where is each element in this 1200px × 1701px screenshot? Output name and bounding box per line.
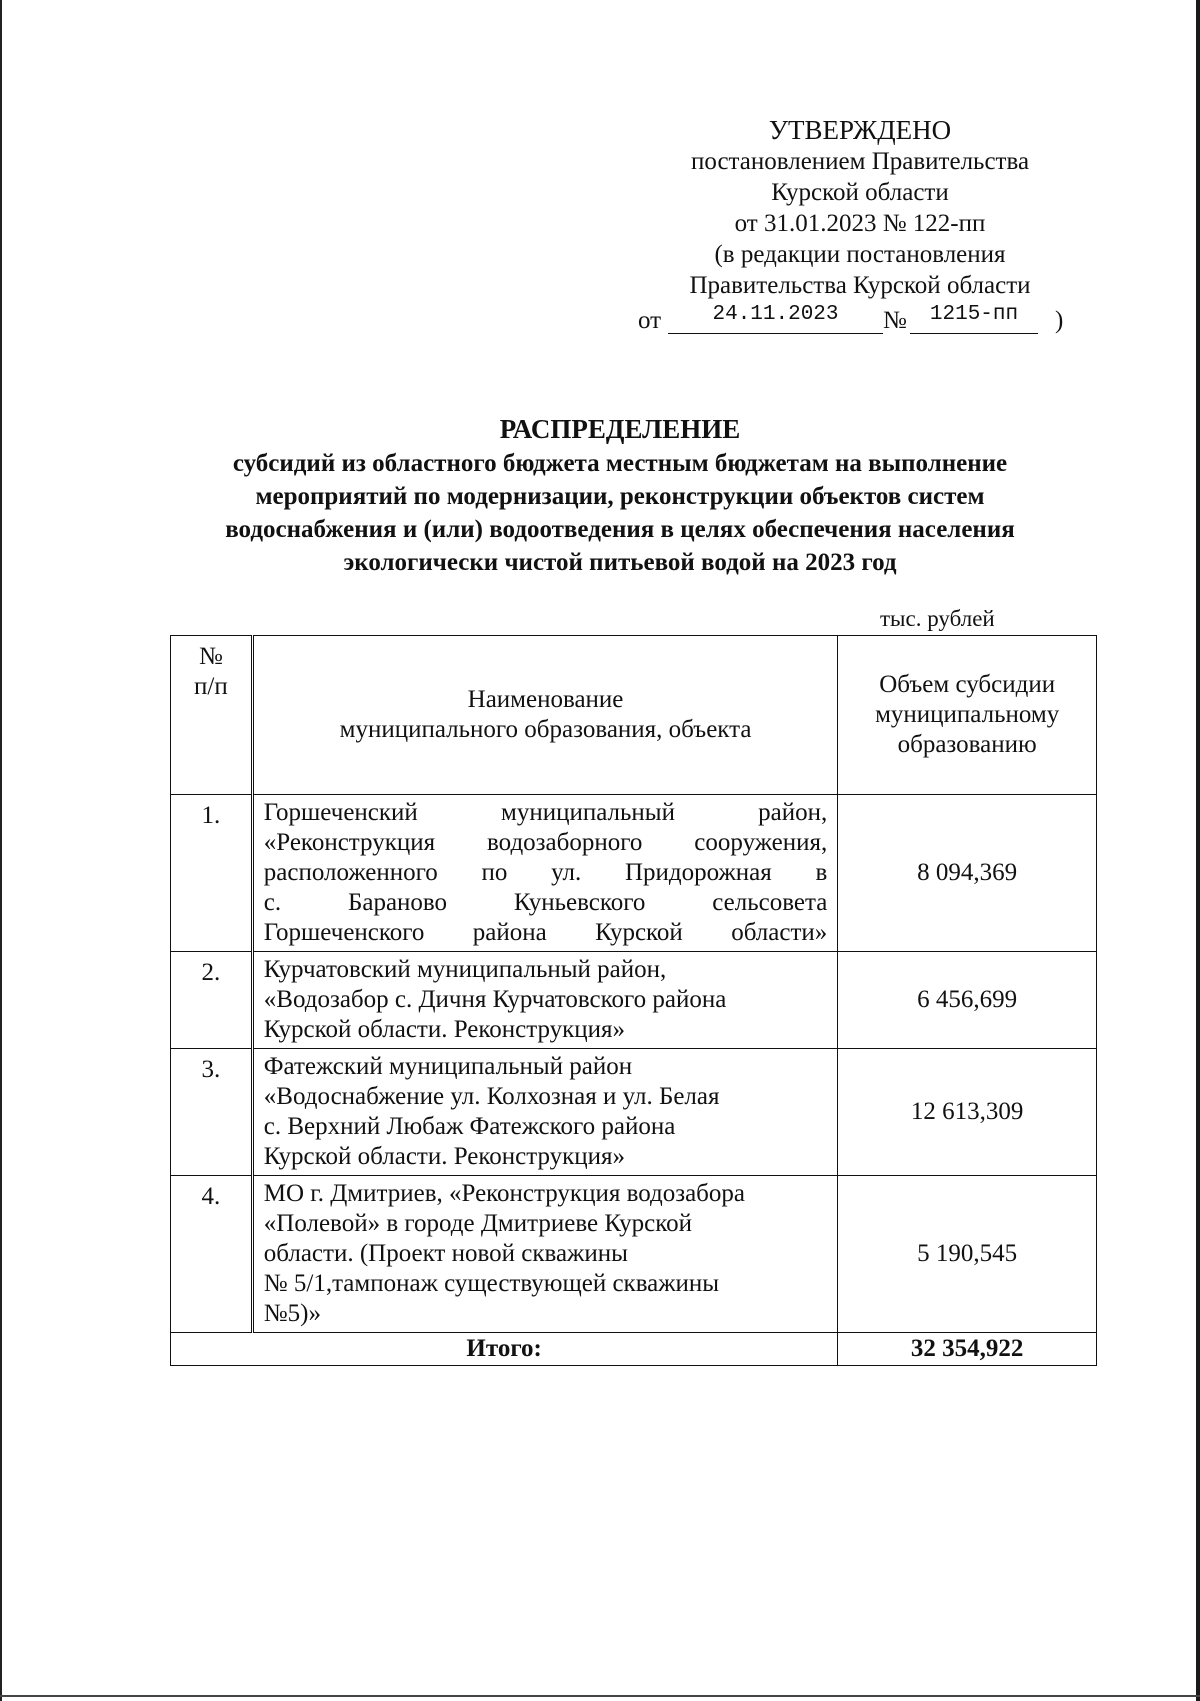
title-line-2: мероприятий по модернизации, реконструкции объектов систем xyxy=(255,483,985,510)
header-volume-line-1: Объем субсидии xyxy=(879,671,1056,698)
row-name-line: №5)» xyxy=(263,1300,321,1327)
header-volume-cell xyxy=(838,636,1097,795)
approval-line-2: Курской области xyxy=(771,179,949,206)
header-volume-line-2: муниципальному xyxy=(875,701,1060,728)
header-volume-line-3: образованию xyxy=(897,731,1037,758)
row-name-line: «Полевой» в городе Дмитриеве Курской xyxy=(263,1210,692,1237)
row-name-line: Курской области. Реконструкция» xyxy=(263,1016,626,1043)
row-volume: 12 613,309 xyxy=(838,1049,1097,1176)
table-row xyxy=(171,795,1097,952)
amendment-date: 24.11.2023 xyxy=(668,299,883,334)
scan-edge-right xyxy=(1196,0,1200,1701)
row-volume: 8 094,369 xyxy=(838,795,1097,952)
title-line-1: субсидий из областного бюджета местным бюджетам на выполнение xyxy=(232,450,1008,477)
row-name-line: № 5/1,тампонаж существующей скважины xyxy=(263,1270,720,1297)
approval-line-5: Правительства Курской области xyxy=(689,272,1031,299)
from-label: от xyxy=(638,307,662,334)
row-name-line: Курской области. Реконструкция» xyxy=(263,1143,626,1170)
scan-edge-bottom xyxy=(0,1695,1200,1697)
title-line-3: водоснабжения и (или) водоотведения в целях обеспечения населения xyxy=(225,516,1015,543)
row-name-line: Курчатовский муниципальный район, xyxy=(263,956,667,983)
row-name-line: МО г. Дмитриев, «Реконструкция водозабора xyxy=(263,1180,745,1207)
amendment-number: 1215-пп xyxy=(910,299,1038,334)
table-row xyxy=(171,1176,1097,1333)
row-name-line: «Реконструкция водозаборного сооружения, xyxy=(263,829,828,856)
row-number: 4. xyxy=(171,1176,253,1333)
approval-line-4: (в редакции постановления xyxy=(714,241,1006,268)
header-name-line-2: муниципального образования, объекта xyxy=(339,716,752,743)
row-volume: 6 456,699 xyxy=(838,952,1097,1049)
row-name-line: Фатежский муниципальный район xyxy=(263,1053,633,1080)
row-name xyxy=(252,1176,838,1333)
number-label: № xyxy=(883,307,907,334)
row-name-line: расположенного по ул. Придорожная в xyxy=(263,859,828,886)
header-number-line-1: № xyxy=(198,643,223,670)
header-name-line-1: Наименование xyxy=(467,686,624,713)
table-total-row xyxy=(171,1333,1097,1366)
approval-block xyxy=(630,115,1090,337)
subsidy-table xyxy=(170,635,1097,1366)
amendment-signature-line xyxy=(630,301,1090,337)
approval-line-1: постановлением Правительства xyxy=(690,148,1030,175)
scan-edge-left xyxy=(0,0,2,1701)
row-name xyxy=(252,952,838,1049)
header-name-cell xyxy=(252,636,838,795)
total-value: 32 354,922 xyxy=(838,1333,1097,1366)
approval-line-3: от 31.01.2023 № 122-пп xyxy=(734,210,986,237)
row-name xyxy=(252,1049,838,1176)
row-number: 1. xyxy=(171,795,253,952)
row-name-line: «Водоснабжение ул. Колхозная и ул. Белая xyxy=(263,1083,720,1110)
table-row xyxy=(171,1049,1097,1176)
header-number-cell xyxy=(171,636,253,795)
row-name-line: с. Бараново Куньевского сельсовета xyxy=(263,889,828,916)
row-name-line: области. (Проект новой скважины xyxy=(263,1240,628,1267)
total-label: Итого: xyxy=(171,1333,838,1366)
header-number-line-2: п/п xyxy=(194,673,228,700)
row-name-line: Горшеченский муниципальный район, xyxy=(263,799,828,826)
row-name xyxy=(252,795,838,952)
title-heading: РАСПРЕДЕЛЕНИЕ xyxy=(499,414,741,444)
row-number: 3. xyxy=(171,1049,253,1176)
row-name-line: «Водозабор с. Дичня Курчатовского района xyxy=(263,986,727,1013)
close-paren: ) xyxy=(1055,307,1064,334)
row-name-line: с. Верхний Любаж Фатежского района xyxy=(263,1113,676,1140)
units-label: тыс. рублей xyxy=(880,606,995,631)
row-volume: 5 190,545 xyxy=(838,1176,1097,1333)
table-header-row xyxy=(171,636,1097,795)
document-title xyxy=(170,413,1070,579)
row-number: 2. xyxy=(171,952,253,1049)
title-line-4: экологически чистой питьевой водой на 2023 год xyxy=(343,549,897,576)
row-name-line: Горшеченского района Курской области» xyxy=(263,919,828,946)
table-row xyxy=(171,952,1097,1049)
approval-heading: УТВЕРЖДЕНО xyxy=(768,115,952,145)
